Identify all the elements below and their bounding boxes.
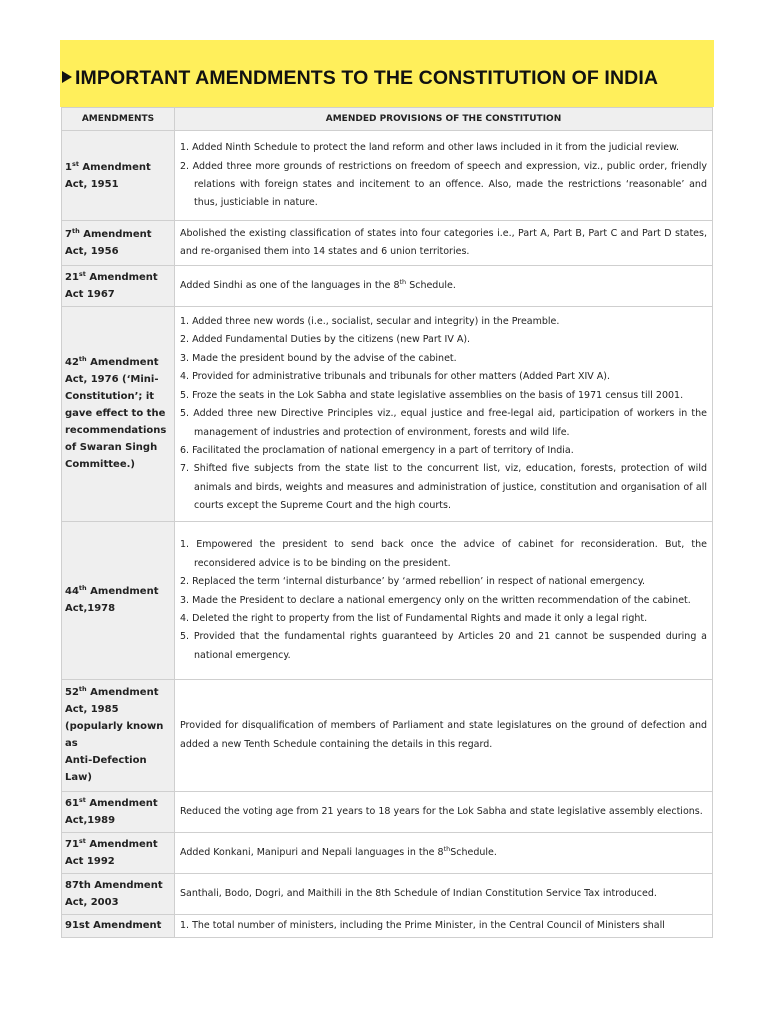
amendment-provisions: Added Sindhi as one of the languages in the 8th Schedule. <box>175 265 713 306</box>
list-item: 2. Added three more grounds of restrictions on freedom of speech and expression, viz., public order, friendly relations with foreign states and incitement to an offence. Also, made the restrictions ‘reasonable’ and thus, justiciable in nature. <box>180 160 707 209</box>
table-row <box>62 521 713 679</box>
amendment-name: 87th Amendment Act, 2003 <box>62 873 175 914</box>
header-provisions: AMENDED PROVISIONS OF THE CONSTITUTION <box>175 108 713 131</box>
amendment-name: 42th Amendment Act, 1976 (‘Mini-Constitution’; it gave effect to the recommendations of Swaran Singh Committee.) <box>62 306 175 521</box>
amendment-provisions: Santhali, Bodo, Dogri, and Maithili in the 8th Schedule of Indian Constitution Service Tax introduced. <box>175 873 713 914</box>
amendment-provisions <box>175 521 713 679</box>
list-item: 7. Shifted five subjects from the state list to the concurrent list, viz, education, forests, protection of wild animals and birds, weights and measures and administration of justice, constitution and organisation of all courts except the Supreme Court and the high courts. <box>180 463 707 512</box>
page-title: IMPORTANT AMENDMENTS TO THE CONSTITUTION OF INDIA <box>62 67 658 90</box>
list-item: 3. Made the President to declare a national emergency only on the written recommendation of the cabinet. <box>180 594 691 606</box>
list-item: 1. Added three new words (i.e., socialist, secular and integrity) in the Preamble. <box>180 316 560 328</box>
amendment-provisions: Abolished the existing classification of states into four categories i.e., Part A, Part B, Part C and Part D states, and re-organised them into 14 states and 6 union territories. <box>175 221 713 266</box>
arrow-bullet-icon <box>62 71 72 83</box>
list-item: 1. Added Ninth Schedule to protect the land reform and other laws included in it from the judicial review. <box>180 142 679 154</box>
list-item: 5. Froze the seats in the Lok Sabha and state legislative assemblies on the basis of 1971 census till 2001. <box>180 389 684 401</box>
table-row <box>62 791 713 832</box>
list-item: 5. Provided that the fundamental rights guaranteed by Articles 20 and 21 cannot be suspended during a national emergency. <box>180 631 707 661</box>
amendment-name: 52th Amendment Act, 1985 (popularly known as Anti-Defection Law) <box>62 679 175 791</box>
list-item: 3. Made the president bound by the advise of the cabinet. <box>180 352 457 364</box>
amendment-provisions: Reduced the voting age from 21 years to 18 years for the Lok Sabha and state legislative assembly elections. <box>175 791 713 832</box>
amendment-name: 44th Amendment Act,1978 <box>62 521 175 679</box>
table-row <box>62 306 713 521</box>
amendment-name: 1st Amendment Act, 1951 <box>62 131 175 221</box>
table-row <box>62 221 713 266</box>
list-item: 4. Deleted the right to property from the list of Fundamental Rights and made it only a legal right. <box>180 613 648 625</box>
amendment-provisions: Provided for disqualification of members of Parliament and state legislatures on the ground of defection and added a new Tenth Schedule containing the details in this regard. <box>175 679 713 791</box>
truncated-text: 1. The total number of ministers, including the Prime Minister, in the Central Council of Ministers shall <box>180 919 665 931</box>
amendment-name: 7th Amendment Act, 1956 <box>62 221 175 266</box>
amendment-name: 71st Amendment Act 1992 <box>62 832 175 873</box>
table-row <box>62 679 713 791</box>
title-banner <box>60 40 714 107</box>
table-row <box>62 832 713 873</box>
amendment-name: 21st Amendment Act 1967 <box>62 265 175 306</box>
list-item: 1. Empowered the president to send back once the advice of cabinet for reconsideration. But, the reconsidered advice is to be binding on the president. <box>180 539 707 569</box>
list-item: 6. Facilitated the proclamation of national emergency in a part of territory of India. <box>180 444 574 456</box>
table-row <box>62 914 713 937</box>
table-header-row <box>62 108 713 131</box>
table-row <box>62 265 713 306</box>
amendments-table <box>61 107 713 938</box>
table-row <box>62 131 713 221</box>
amendment-provisions <box>175 914 713 937</box>
list-item: 2. Replaced the term ‘internal disturbance’ by ‘armed rebellion’ in respect of national emergency. <box>180 576 646 588</box>
amendment-provisions: Added Konkani, Manipuri and Nepali languages in the 8thSchedule. <box>175 832 713 873</box>
amendment-name: 91st Amendment <box>62 914 175 937</box>
amendment-provisions <box>175 131 713 221</box>
header-amendments: AMENDMENTS <box>62 108 175 131</box>
amendment-name: 61st Amendment Act,1989 <box>62 791 175 832</box>
list-item: 2. Added Fundamental Duties by the citizens (new Part IV A). <box>180 334 471 346</box>
list-item: 5. Added three new Directive Principles viz., equal justice and free-legal aid, participation of workers in the management of industries and protection of environment, forests and wild life. <box>180 408 707 438</box>
list-item: 4. Provided for administrative tribunals and tribunals for other matters (Added Part XIV A). <box>180 371 610 383</box>
table-row <box>62 873 713 914</box>
amendment-provisions <box>175 306 713 521</box>
